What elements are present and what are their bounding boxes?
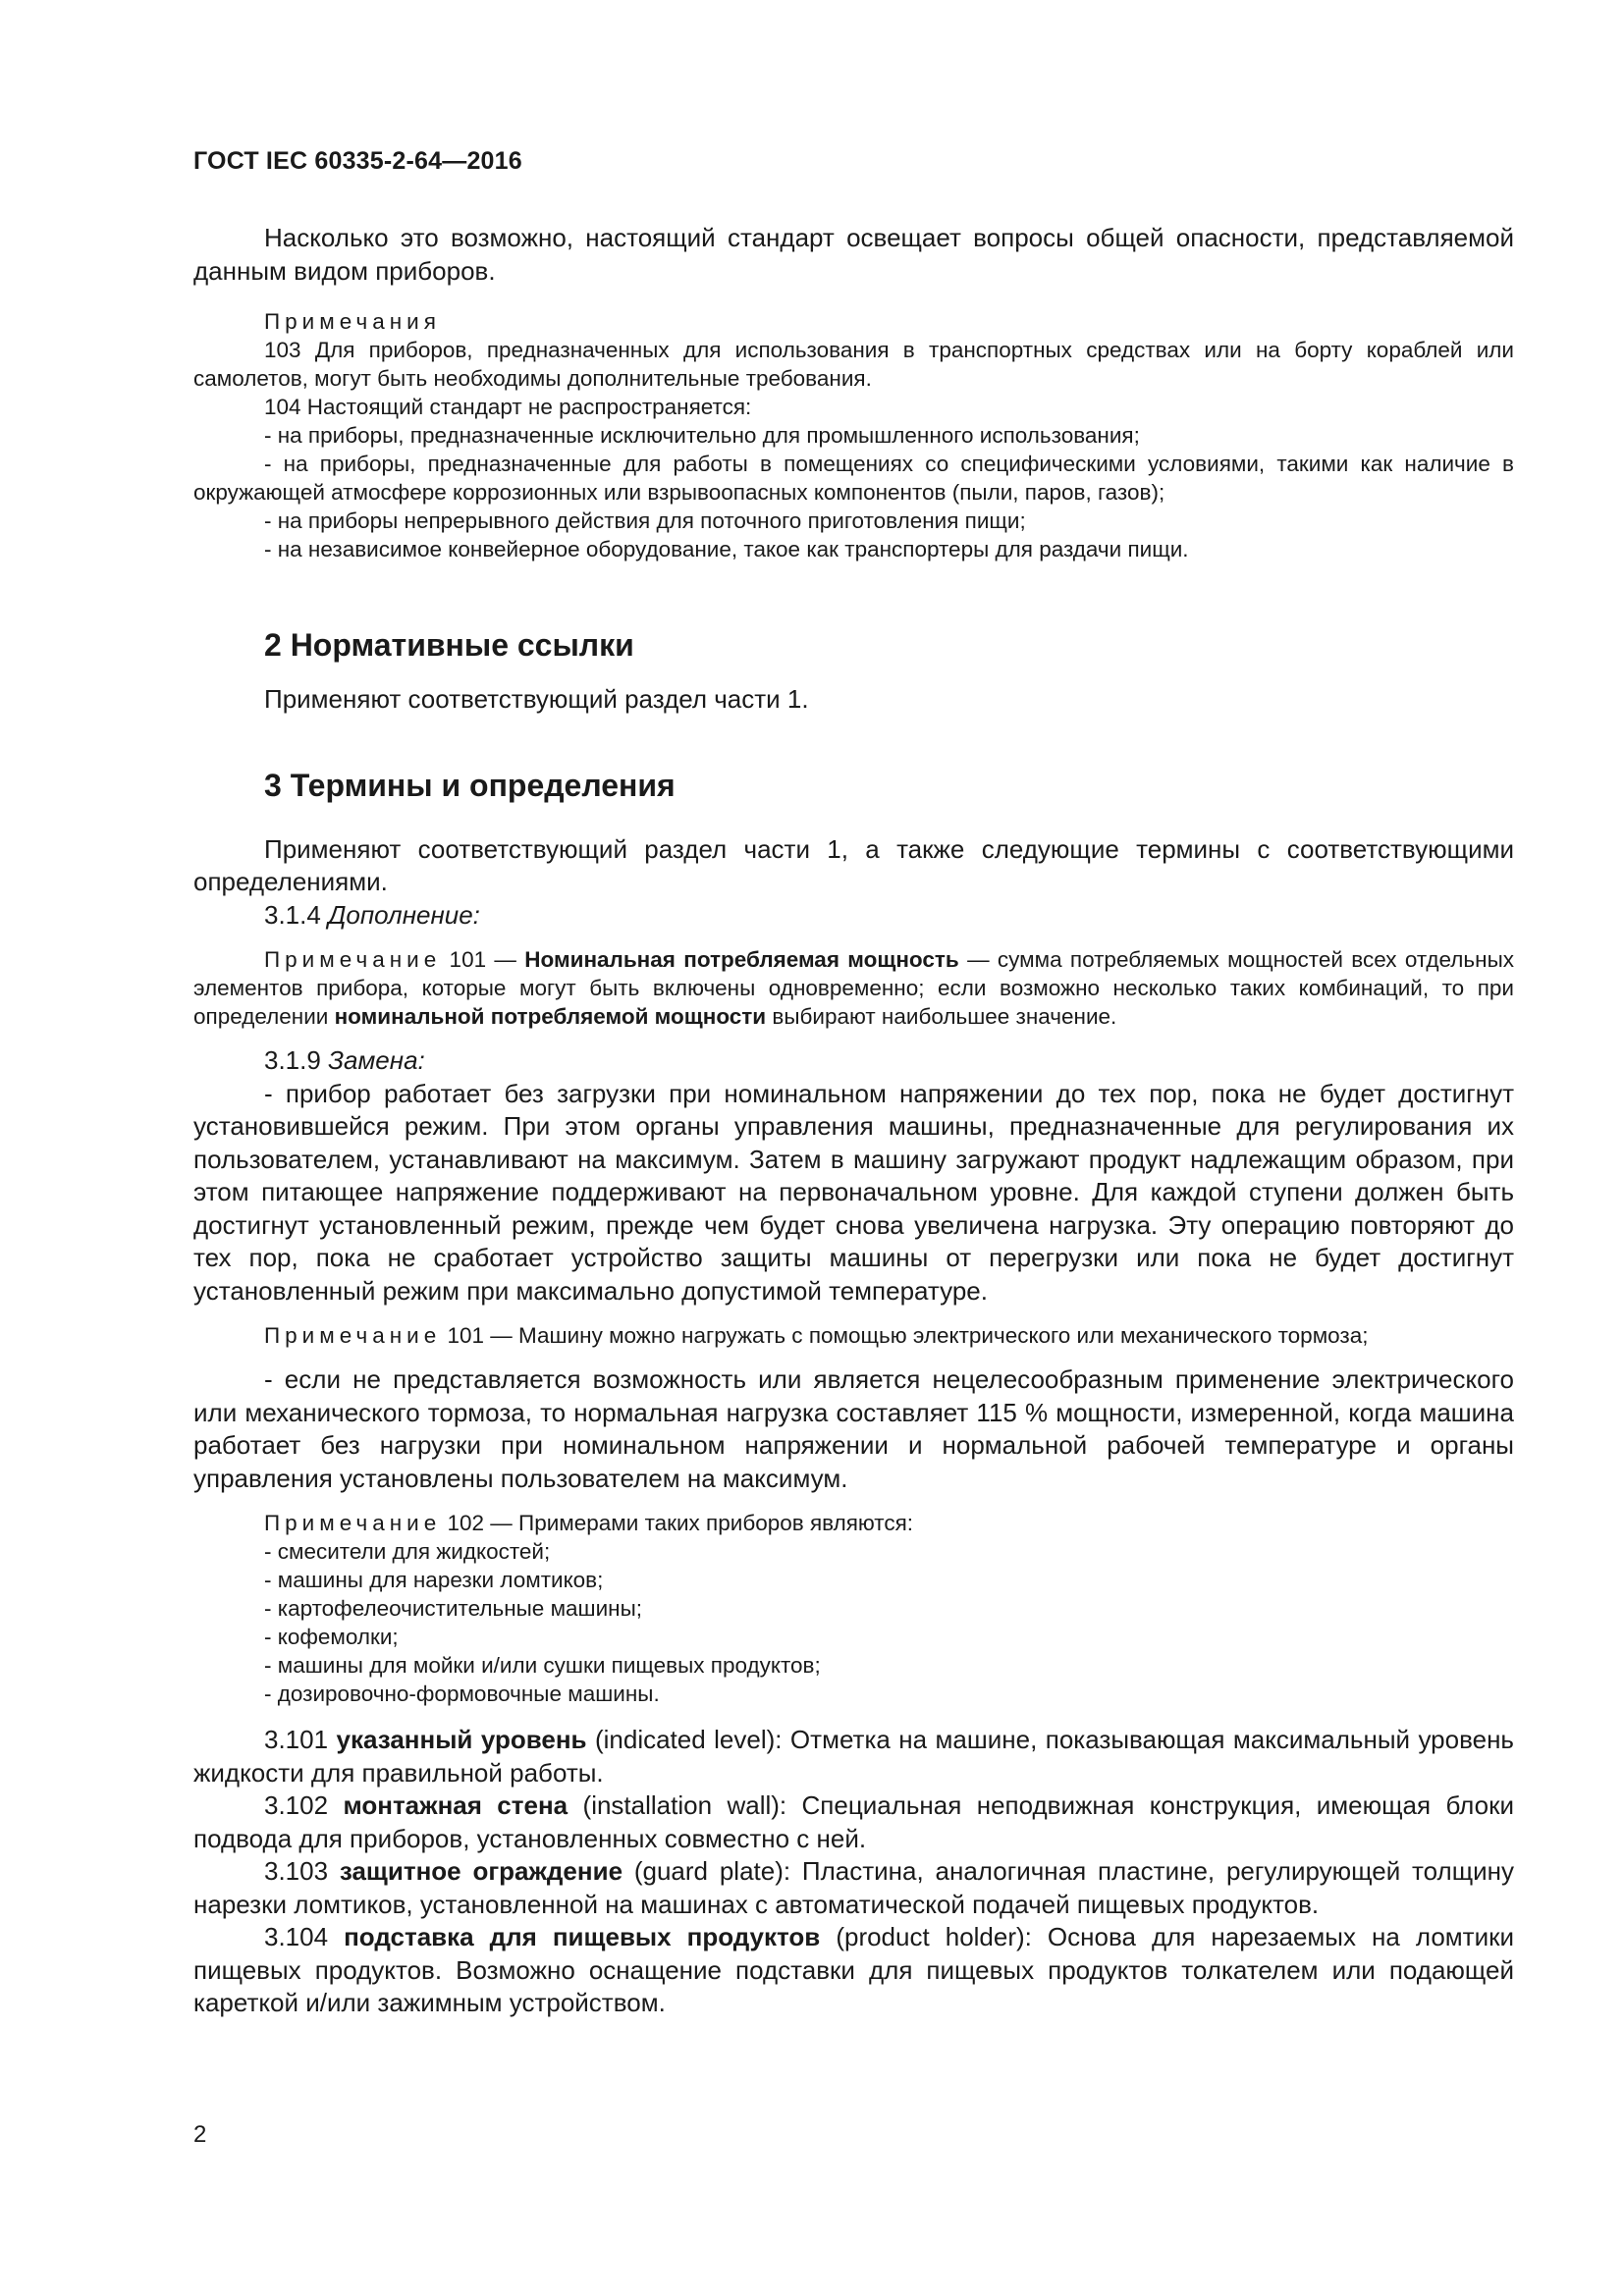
section-3-heading: 3 Термины и определения	[264, 767, 676, 803]
note-101-power: Примечание 101 — Номинальная потребляемая мощность — сумма потребляемых мощностей всех отдельных элементов прибора, которые могут быть включены одновременно; если возможно несколько таких комбинаций, то при определении номинальной потребляемой мощности выбирают наибольшее значение.	[193, 947, 1514, 1029]
document-body	[193, 222, 1514, 2020]
example-item: - машины для мойки и/или сушки пищевых продуктов;	[264, 1653, 821, 1678]
example-item: - смесители для жидкостей;	[264, 1539, 551, 1564]
document-header: ГОСТ IEC 60335-2-64—2016	[193, 147, 522, 175]
definition-3-102: 3.102 монтажная стена (installation wall): Специальная неподвижная конструкция, имеющая блоки подвода для приборов, установленных совместно с ней.	[193, 1790, 1515, 1853]
section-3-intro: Применяют соответствующий раздел части 1, а также следующие термины с соответствующими определениями.	[193, 833, 1514, 896]
example-item: - дозировочно-формовочные машины.	[264, 1682, 660, 1706]
example-item: - картофелеочистительные машины;	[264, 1596, 643, 1621]
section-2-text: Применяют соответствующий раздел части 1.	[264, 684, 809, 714]
clause-3-1-4: 3.1.4 Дополнение:	[264, 899, 480, 930]
example-item: - машины для нарезки ломтиков;	[264, 1568, 604, 1592]
definition-3-101: 3.101 указанный уровень (indicated level): Отметка на машине, показывающая максимальный уровень жидкости для правильной работы.	[193, 1725, 1514, 1788]
section-2-heading: 2 Нормативные ссылки	[264, 627, 634, 663]
definition-3-103: 3.103 защитное ограждение (guard plate): Пластина, аналогичная пластине, регулирующей толщину нарезки ломтиков, установленной на машинах с автоматической подачей пищевых продуктов.	[193, 1856, 1515, 1919]
note-101-brake: Примечание 101 — Машину можно нагружать с помощью электрического или механического тормоза;	[264, 1323, 1369, 1348]
page-number: 2	[193, 2121, 207, 2148]
definition-3-104: 3.104 подставка для пищевых продуктов (product holder): Основа для нарезаемых на ломтики пищевых продуктов. Возможно оснащение подставки для пищевых продуктов толкателем или подающей кареткой и/или зажимным устройством.	[193, 1922, 1514, 2017]
note-104-item: - на независимое конвейерное оборудование, такое как транспортеры для раздачи пищи.	[264, 537, 1189, 561]
note-102-examples: Примечание 102 — Примерами таких приборов являются:	[264, 1511, 914, 1535]
notes-label: Примечания	[264, 309, 441, 334]
note-104-item: - на приборы, предназначенные исключительно для промышленного использования;	[264, 423, 1140, 448]
note-104-item: - на приборы непрерывного действия для поточного приготовления пищи;	[264, 508, 1026, 533]
note-104-intro: 104 Настоящий стандарт не распространяется:	[264, 395, 752, 419]
clause-3-1-9-para-2: - если не представляется возможность или является нецелесообразным применение электрического или механического тормоза, то нормальная нагрузка составляет 115 % мощности, измеренной, когда машина работает без нагрузки при номинальном напряжении и нормальной рабочей температуре и органы управления установлены пользователем на максимум.	[193, 1364, 1514, 1493]
note-104-item: - на приборы, предназначенные для работы в помещениях со специфическими условиями, такими как наличие в окружающей атмосфере коррозионных или взрывоопасных компонентов (пыли, паров, газов);	[193, 452, 1514, 505]
clause-3-1-9: 3.1.9 Замена:	[264, 1045, 425, 1075]
note-103: 103 Для приборов, предназначенных для использования в транспортных средствах или на борту кораблей или самолетов, могут быть необходимы дополнительные требования.	[193, 338, 1514, 391]
intro-paragraph: Насколько это возможно, настоящий стандарт освещает вопросы общей опасности, представляемой данным видом приборов.	[193, 223, 1514, 286]
clause-3-1-9-para-1: - прибор работает без загрузки при номинальном напряжении до тех пор, пока не будет достигнут установившейся режим. При этом органы управления машины, предназначенные для регулирования их пользователем, устанавливают на максимум. Затем в машину загружают продукт надлежащим образом, при этом питающее напряжение поддерживают на первоначальном уровне. Для каждой ступени должен быть достигнут установленный режим, прежде чем будет снова увеличена нагрузка. Эту операцию повторяют до тех пор, пока не сработает устройство защиты машины от перегрузки или пока не будет достигнут установленный режим при максимально допустимой температуре.	[193, 1078, 1514, 1306]
example-item: - кофемолки;	[264, 1625, 399, 1649]
